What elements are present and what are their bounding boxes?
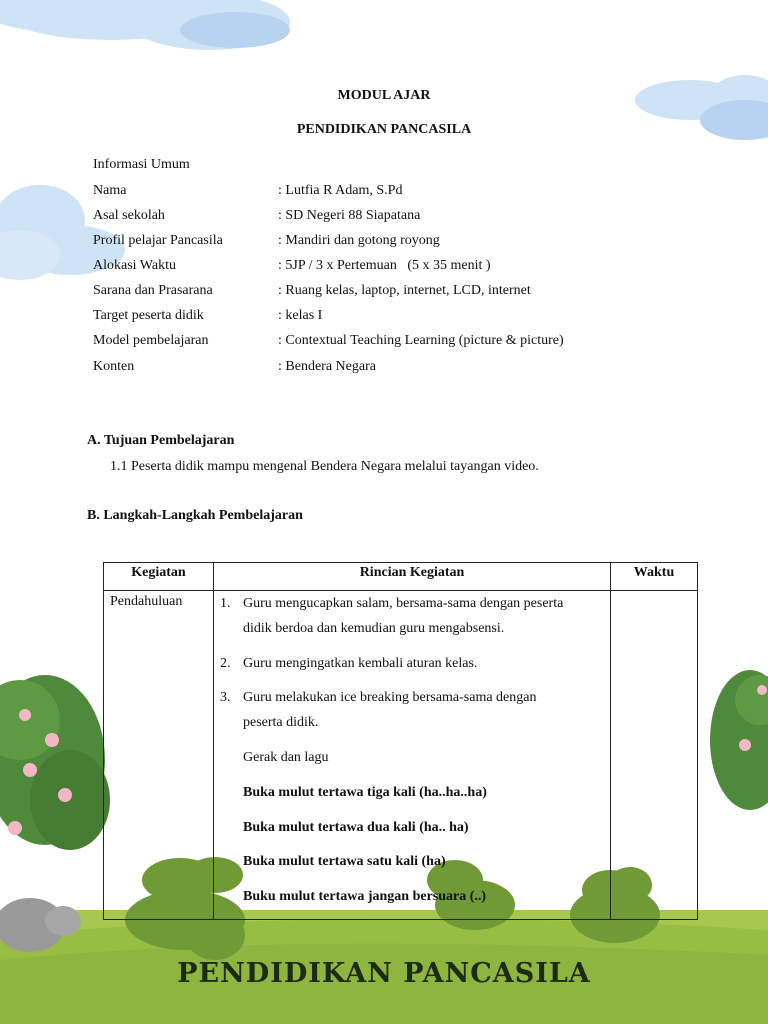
info-key: Konten bbox=[93, 359, 135, 374]
step-text bbox=[243, 685, 603, 735]
table-row bbox=[104, 591, 698, 920]
step-number: 2. bbox=[220, 656, 231, 671]
info-key: Alokasi Waktu bbox=[93, 258, 176, 273]
document-title: MODUL AJAR bbox=[337, 88, 431, 103]
table-header-row bbox=[104, 563, 698, 591]
song-line: Buku mulut tertawa jangan bersuara (..) bbox=[243, 889, 487, 904]
step-text-line: Guru mengingatkan kembali aturan kelas. bbox=[243, 656, 478, 671]
section-b-heading: B. Langkah-Langkah Pembelajaran bbox=[87, 508, 303, 523]
song-line: Buka mulut tertawa tiga kali (ha..ha..ha) bbox=[243, 785, 487, 800]
document-subtitle: PENDIDIKAN PANCASILA bbox=[296, 122, 472, 137]
info-value: : SD Negeri 88 Siapatana bbox=[278, 208, 421, 223]
rincian-cell bbox=[214, 591, 611, 920]
section-a-text: 1.1 Peserta didik mampu mengenal Bendera Negara melalui tayangan video. bbox=[110, 459, 539, 474]
info-value: : Ruang kelas, laptop, internet, LCD, internet bbox=[278, 283, 531, 298]
step-text-line: didik berdoa dan kemudian guru mengabsensi. bbox=[243, 621, 505, 636]
step-text-line: Guru mengucapkan salam, bersama-sama dengan peserta bbox=[243, 596, 564, 611]
section-a-heading: A. Tujuan Pembelajaran bbox=[87, 433, 235, 448]
info-key: Model pembelajaran bbox=[93, 333, 209, 348]
step-text bbox=[243, 651, 603, 676]
info-key: Sarana dan Prasarana bbox=[93, 283, 213, 298]
flower-bush-left bbox=[0, 675, 110, 850]
info-value: : kelas I bbox=[278, 308, 323, 323]
info-value: : Contextual Teaching Learning (picture & picture) bbox=[278, 333, 564, 348]
cloud-top-left bbox=[0, 0, 290, 50]
info-key: Target peserta didik bbox=[93, 308, 204, 323]
waktu-cell bbox=[611, 591, 698, 920]
song-line: Buka mulut tertawa dua kali (ha.. ha) bbox=[243, 820, 469, 835]
info-value: : Bendera Negara bbox=[278, 359, 376, 374]
info-value: : Mandiri dan gotong royong bbox=[278, 233, 440, 248]
column-header-rincian: Rincian Kegiatan bbox=[214, 563, 611, 591]
learning-steps-table bbox=[103, 562, 698, 920]
info-key: Nama bbox=[93, 183, 127, 198]
info-key: Profil pelajar Pancasila bbox=[93, 233, 223, 248]
song-title: Gerak dan lagu bbox=[243, 750, 329, 765]
column-header-waktu: Waktu bbox=[611, 563, 698, 591]
info-value: : Lutfia R Adam, S.Pd bbox=[278, 183, 403, 198]
step-text-line: Guru melakukan ice breaking bersama-sama dengan bbox=[243, 690, 537, 705]
step-number: 1. bbox=[220, 596, 231, 611]
song-line: Buka mulut tertawa satu kali (ha) bbox=[243, 854, 446, 869]
footer-banner-title: PENDIDIKAN PANCASILA bbox=[177, 958, 591, 989]
column-header-kegiatan: Kegiatan bbox=[104, 563, 214, 591]
step-text-line: peserta didik. bbox=[243, 715, 319, 730]
kegiatan-label: Pendahuluan bbox=[110, 594, 183, 609]
kegiatan-cell bbox=[104, 591, 214, 920]
info-key: Asal sekolah bbox=[93, 208, 165, 223]
info-section-label-text: Informasi Umum bbox=[93, 157, 190, 172]
info-value: : 5JP / 3 x Pertemuan (5 x 35 menit ) bbox=[278, 258, 491, 273]
flower-bush-right bbox=[710, 670, 768, 810]
step-text bbox=[243, 591, 603, 641]
step-number: 3. bbox=[220, 690, 231, 705]
